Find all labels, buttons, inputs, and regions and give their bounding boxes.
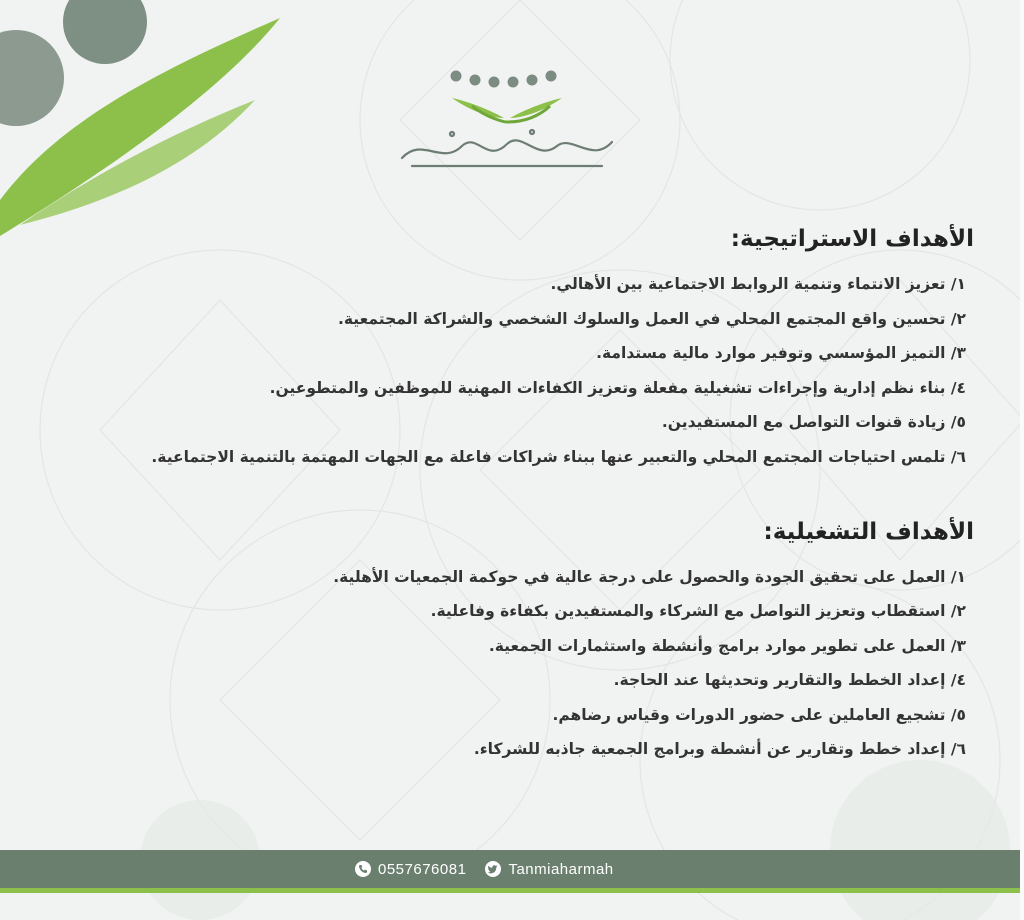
strategic-goal-item: ٤/ بناء نظم إدارية وإجراءات تشغيلية مفعلة وتعزيز الكفاءات المهنية للموظفين والمتطوعين.	[269, 378, 966, 397]
strategic-goal-item: ٣/ التميز المؤسسي وتوفير موارد مالية مستدامة.	[596, 344, 966, 362]
strategic-goal-item: ٦/ تلمس احتياجات المجتمع المحلي والتعبير عنها ببناء شراكات فاعلة مع الجهات المهتمة بالتنمية الاجتماعية.	[151, 447, 966, 466]
strategic-goal-item: ٢/ تحسين واقع المجتمع المحلي في العمل والسلوك الشخصي والشراكة المجتمعية.	[338, 309, 966, 328]
strategic-goal-item: ٥/ زيادة قنوات التواصل مع المستفيدين.	[661, 413, 966, 431]
twitter-icon	[484, 860, 502, 878]
page-edge	[1020, 0, 1024, 920]
phone-number: 0557676081	[378, 860, 467, 878]
twitter-handle: Tanmiaharmah	[508, 860, 614, 878]
footer-contact	[354, 850, 614, 888]
operational-goal-item: ٦/ إعداد خطط وتقارير عن أنشطة وبرامج الجمعية جاذبه للشركاء.	[473, 740, 966, 758]
goals-content	[40, 222, 974, 774]
footer-accent-line	[0, 888, 1024, 893]
phone-icon	[354, 860, 372, 878]
phone-contact[interactable]	[354, 860, 466, 878]
operational-goal-item: ٤/ إعداد الخطط والتقارير وتحديثها عند الحاجة.	[613, 671, 966, 689]
operational-goals-heading: الأهداف التشغيلية:	[763, 518, 974, 545]
strategic-goals-heading: الأهداف الاستراتيجية:	[730, 226, 974, 252]
twitter-contact[interactable]	[484, 860, 613, 878]
association-logo	[392, 66, 622, 181]
decorative-leaves	[0, 0, 300, 260]
strategic-goal-item: ١/ تعزيز الانتماء وتنمية الروابط الاجتماعية بين الأهالي.	[550, 275, 966, 293]
operational-goal-item: ٥/ تشجيع العاملين على حضور الدورات وقياس رضاهم.	[552, 705, 966, 724]
operational-goal-item: ٣/ العمل على تطوير موارد برامج وأنشطة واستثمارات الجمعية.	[488, 636, 966, 655]
operational-goal-item: ١/ العمل على تحقيق الجودة والحصول على درجة عالية في حوكمة الجمعيات الأهلية.	[333, 567, 966, 586]
operational-goal-item: ٢/ استقطاب وتعزيز التواصل مع الشركاء والمستفيدين بكفاءة وفاعلية.	[430, 602, 966, 620]
